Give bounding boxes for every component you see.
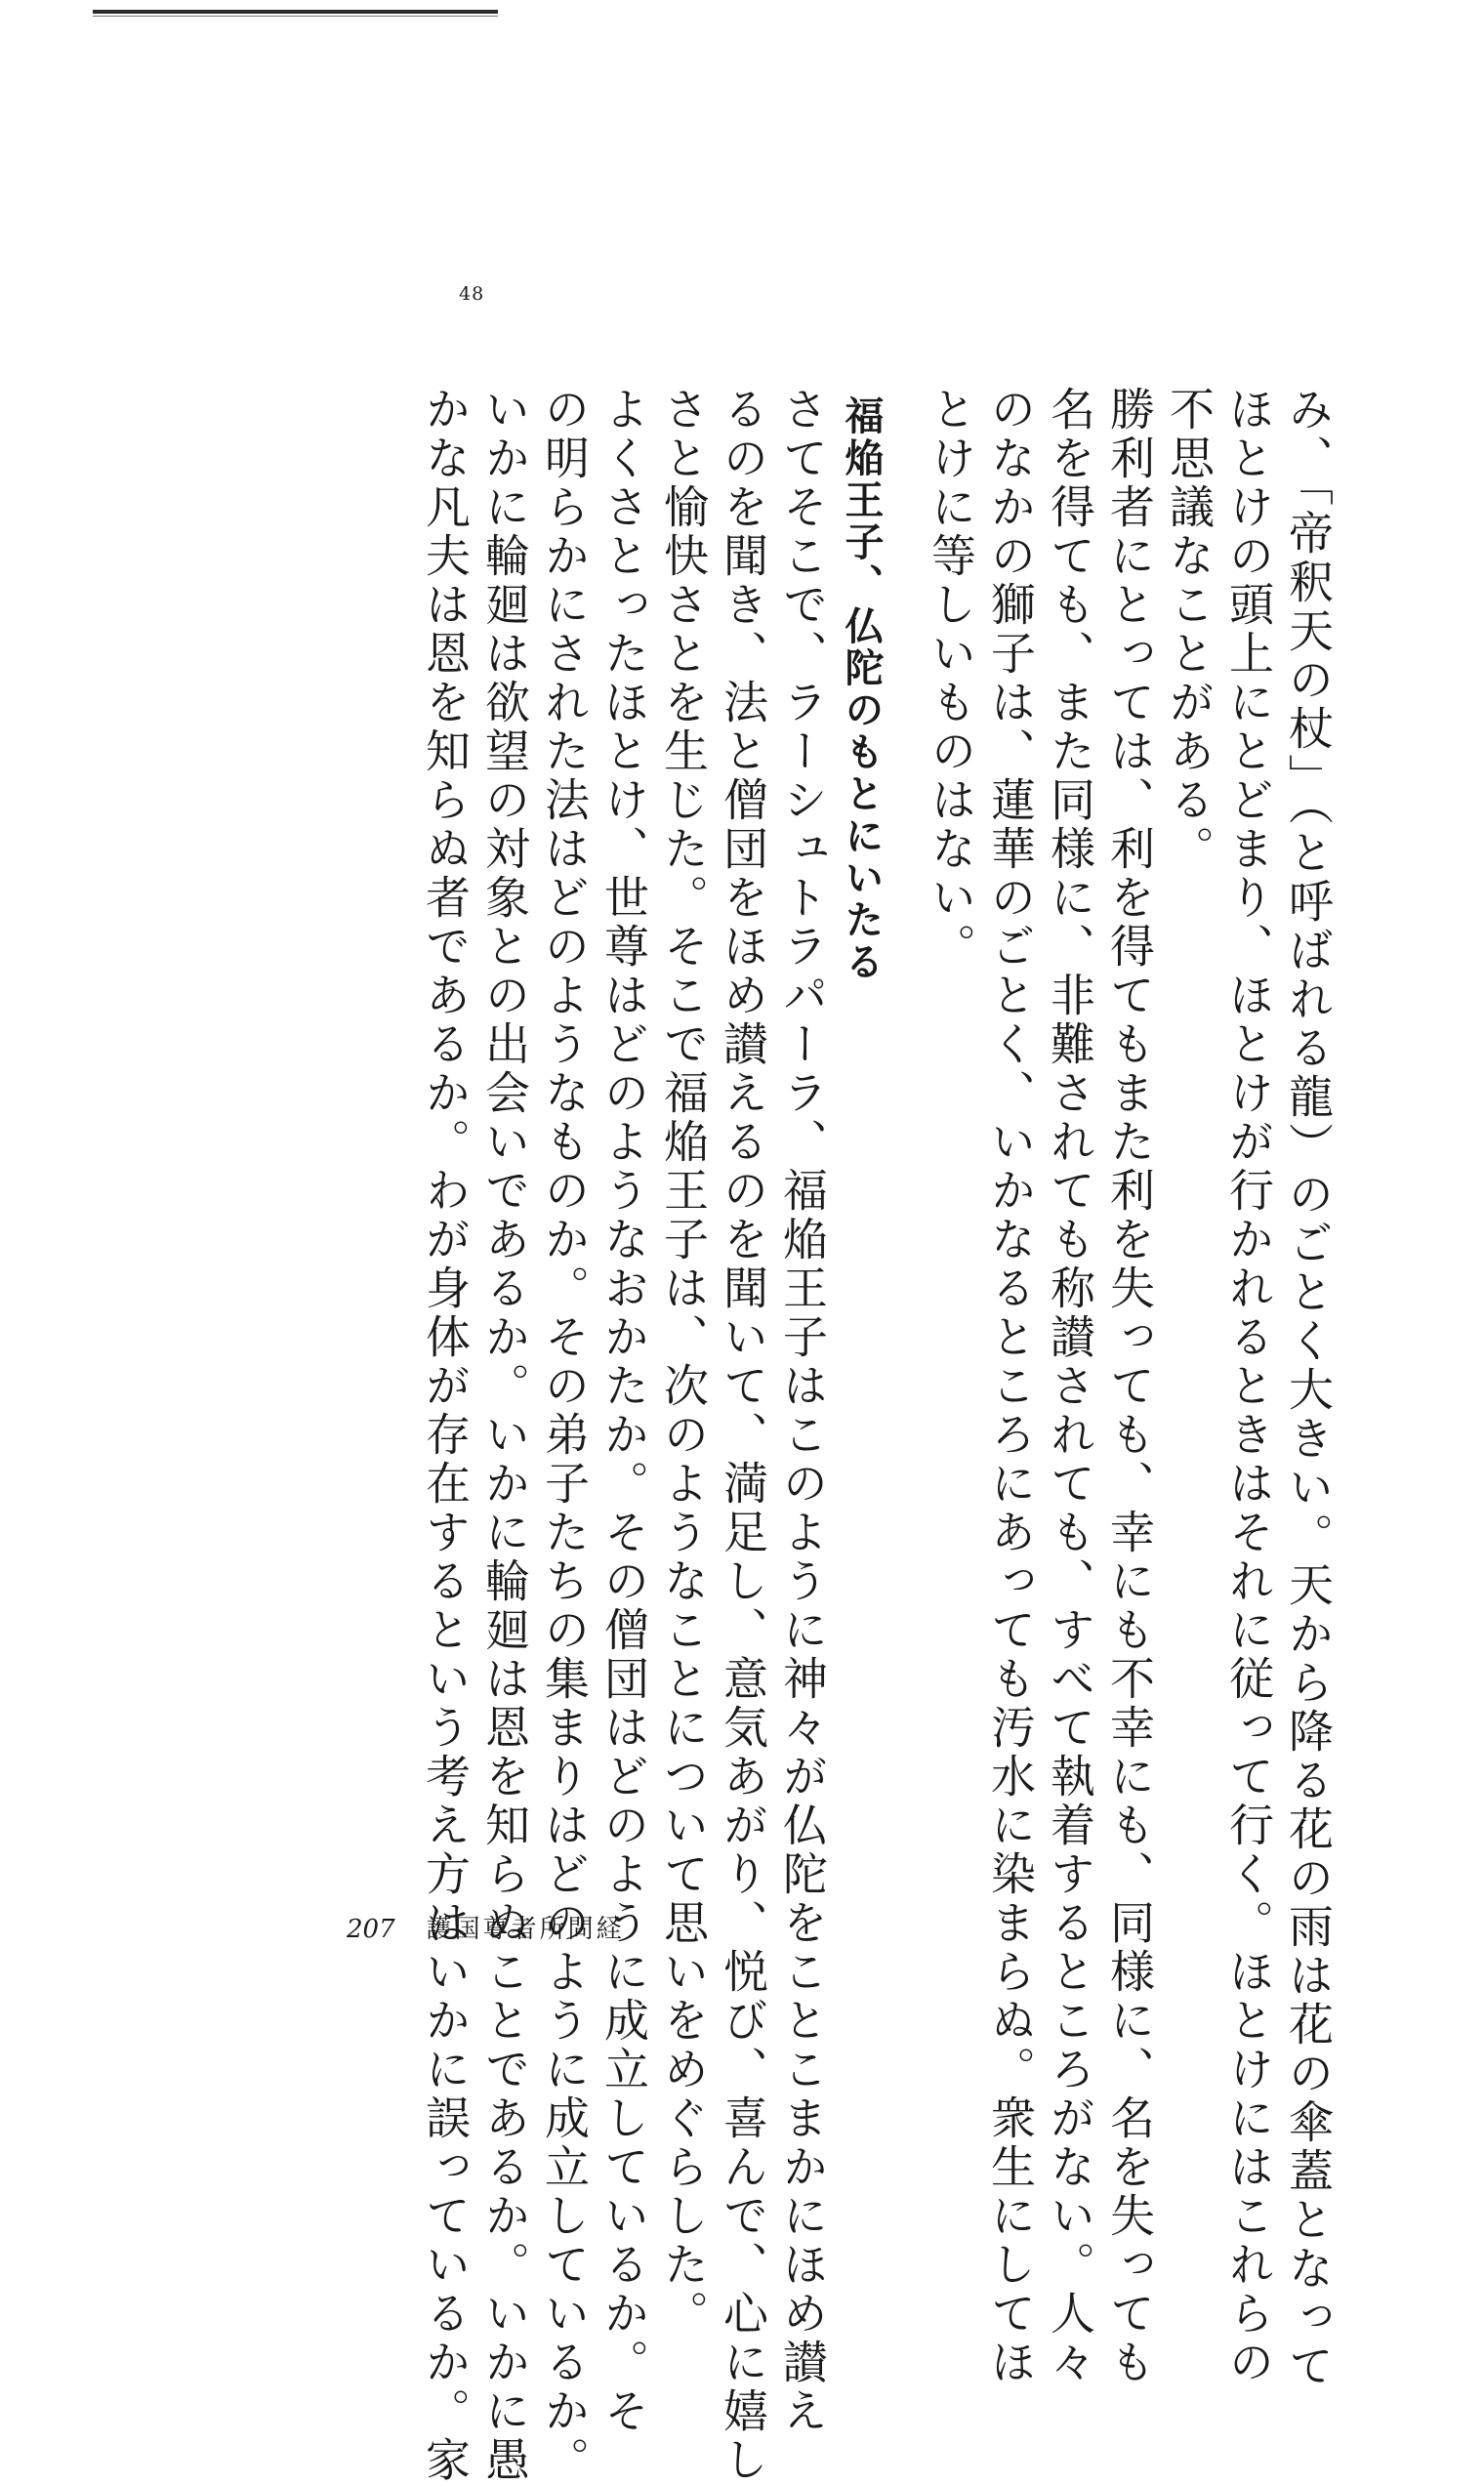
section-number: 48 bbox=[459, 283, 485, 305]
top-rule bbox=[93, 10, 498, 14]
text-line: ほとけの頭上にとどまり、ほとけが行かれるときはそれに従って行く。ほとけにはこれらの bbox=[1222, 386, 1275, 2387]
running-title: 護国尊者所問経 bbox=[426, 1915, 625, 1944]
page-number: 207 bbox=[347, 1915, 395, 1944]
text-line: 勝利者にとっては、利を得てもまた利を失っても、幸にも不幸にも、同様に、名を失っても bbox=[1103, 386, 1156, 2387]
body-line: かな凡夫は恩を知らぬ者であるか。わが身体が存在するという考え方はいかに誤っているか。家 bbox=[419, 386, 472, 2485]
body-line: さと愉快さとを生じた。そこで福焔王子は、次のようなことについて思いをめぐらした。 bbox=[657, 386, 710, 2339]
text-line: とけに等しいものはない。 bbox=[925, 386, 977, 972]
body-line: の明らかにされた法はどのようなものか。その弟子たちの集まりはどのように成立しているか。 bbox=[538, 386, 591, 2485]
body-line: るのを聞き、法と僧団をほめ讃えるのを聞いて、満足し、意気あがり、悦び、喜んで、心に嬉し bbox=[717, 386, 769, 2485]
top-rule-thin bbox=[93, 16, 498, 17]
section-heading: 福焔王子、仏陀のもとにいたる bbox=[839, 395, 885, 983]
text-line: み、「帝釈天の杖」（と呼ばれる龍）のごとく大きい。天から降る花の雨は花の傘蓋となって bbox=[1282, 386, 1335, 2391]
text-line: 不思議なことがある。 bbox=[1163, 386, 1216, 874]
text-line: 名を得ても、また同様に、非難されても称讃されても、すべて執着するところがない。人々 bbox=[1044, 386, 1096, 2387]
body-line: さてそこで、ラーシュトラパーラ、福焔王子はこのように神々が仏陀をことこまかにほめ讃え bbox=[776, 386, 829, 2436]
text-line: のなかの獅子は、蓮華のごとく、いかなるところにあっても汚水に染まらぬ。衆生にしてほ bbox=[984, 386, 1037, 2387]
section-gap bbox=[891, 386, 921, 1894]
body-line: いかに輪廻は欲望の対象との出会いであるか。いかに輪廻は恩を知らぬことであるか。いかに愚 bbox=[478, 386, 531, 2485]
body-line: よくさとったほとけ、世尊はどのようなおかたか。その僧団はどのように成立しているか。そ bbox=[598, 386, 650, 2436]
page-footer bbox=[347, 1909, 625, 1945]
